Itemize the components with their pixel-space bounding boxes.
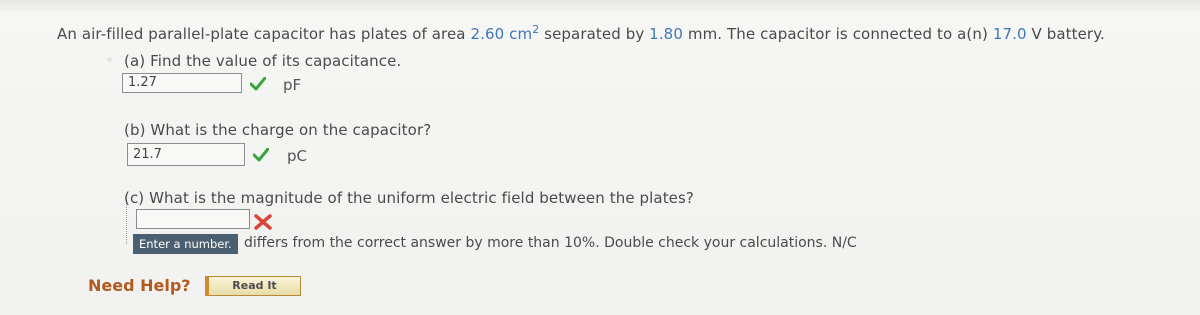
enter-number-tag: Enter a number.	[133, 234, 238, 254]
part-a-unit: pF	[283, 76, 302, 94]
question-mid2: mm. The capacitor is connected to a(n)	[682, 25, 993, 43]
part-a-prompt: (a) Find the value of its capacitance.	[124, 52, 402, 70]
bullet-icon: ◦	[106, 53, 114, 67]
voltage-value: 17.0	[992, 25, 1027, 43]
question-suffix: V battery.	[1026, 25, 1105, 43]
need-help-label: Need Help?	[88, 276, 191, 295]
separation-value: 1.80	[649, 25, 683, 43]
part-b-unit: pC	[287, 147, 307, 165]
check-icon	[253, 148, 269, 162]
part-c-prompt: (c) What is the magnitude of the uniform electric field between the plates?	[124, 189, 694, 207]
x-icon	[253, 213, 273, 231]
area-unit: cm	[504, 25, 533, 43]
top-border	[0, 0, 1200, 12]
part-c-feedback: differs from the correct answer by more than 10%. Double check your calculations. N/C	[244, 235, 857, 251]
part-b-prompt: (b) What is the charge on the capacitor?	[124, 121, 432, 139]
part-a-answer-input[interactable]: 1.27	[122, 73, 242, 93]
area-value: 2.60	[470, 25, 505, 43]
question-mid1: separated by	[539, 25, 650, 43]
question-text	[57, 23, 1105, 43]
check-icon	[250, 77, 266, 91]
part-b-answer-input[interactable]: 21.7	[127, 143, 245, 166]
area-exponent: 2	[532, 23, 540, 36]
read-it-button[interactable]: Read It	[205, 276, 301, 296]
question-prefix: An air-filled parallel-plate capacitor has plates of area	[57, 25, 471, 43]
part-c-answer-input[interactable]	[136, 209, 250, 229]
